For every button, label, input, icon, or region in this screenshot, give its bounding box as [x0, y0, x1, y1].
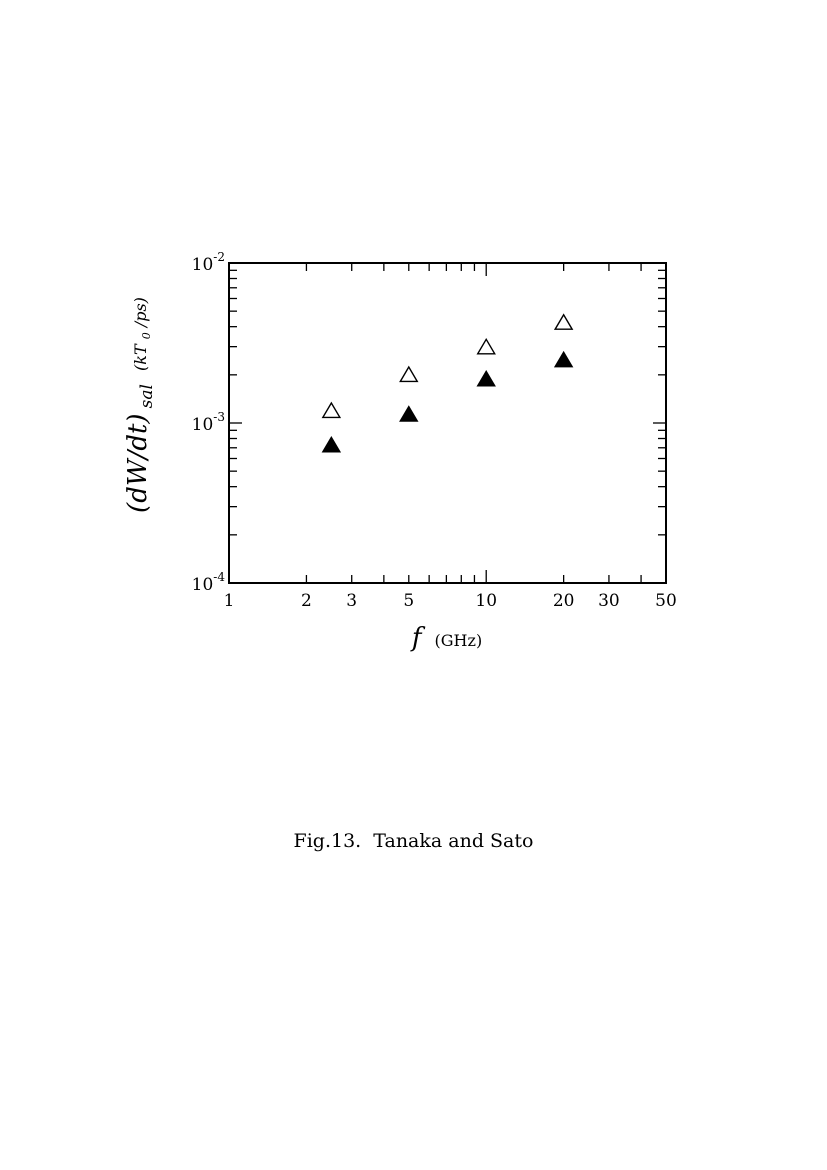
open-triangle-marker [400, 367, 417, 381]
y-axis-sub: sal [137, 384, 157, 409]
y-axis-unit-sub: 0 [140, 332, 153, 340]
axis-ticks [229, 263, 666, 583]
y-tick-label [192, 250, 225, 275]
open-triangle-marker [478, 339, 495, 353]
y-tick-exponent: -2 [213, 250, 225, 264]
x-axis-unit: (GHz) [434, 631, 483, 650]
x-tick-label: 50 [655, 591, 677, 611]
x-axis-label [410, 623, 482, 653]
y-axis-unit: (kT [131, 344, 150, 371]
y-tick-base: 10 [191, 255, 214, 275]
x-tick-label: 2 [301, 591, 312, 611]
y-axis-label [123, 297, 157, 513]
filled-triangle-marker [555, 352, 572, 366]
y-tick-base: 10 [191, 575, 214, 595]
filled-triangle-marker [323, 437, 340, 451]
x-tick-label: 10 [475, 591, 498, 611]
x-tick-label: 5 [403, 591, 415, 611]
filled-triangle-marker [400, 407, 417, 421]
y-tick-labels [192, 250, 226, 595]
x-tick-label: 30 [598, 591, 620, 611]
x-tick-label: 20 [552, 591, 575, 611]
y-tick-exponent: -3 [213, 410, 225, 424]
figure-caption: Fig.13. Tanaka and Sato [293, 830, 534, 852]
y-tick-label [192, 410, 225, 435]
open-triangle-marker [555, 315, 572, 329]
plot-frame [229, 263, 666, 583]
x-tick-labels [224, 591, 677, 611]
open-triangle-marker [323, 403, 340, 417]
y-tick-exponent: -4 [213, 570, 225, 584]
x-tick-label: 3 [346, 591, 358, 611]
x-axis-symbol: f [411, 623, 422, 653]
filled-triangle-marker [478, 371, 495, 385]
x-tick-label: 1 [223, 591, 235, 611]
y-tick-label [192, 570, 226, 595]
y-tick-base: 10 [191, 415, 214, 435]
y-axis-unit-end: /ps) [131, 297, 150, 328]
y-axis-main: (dW/dt) [123, 413, 153, 513]
data-markers [323, 315, 572, 452]
